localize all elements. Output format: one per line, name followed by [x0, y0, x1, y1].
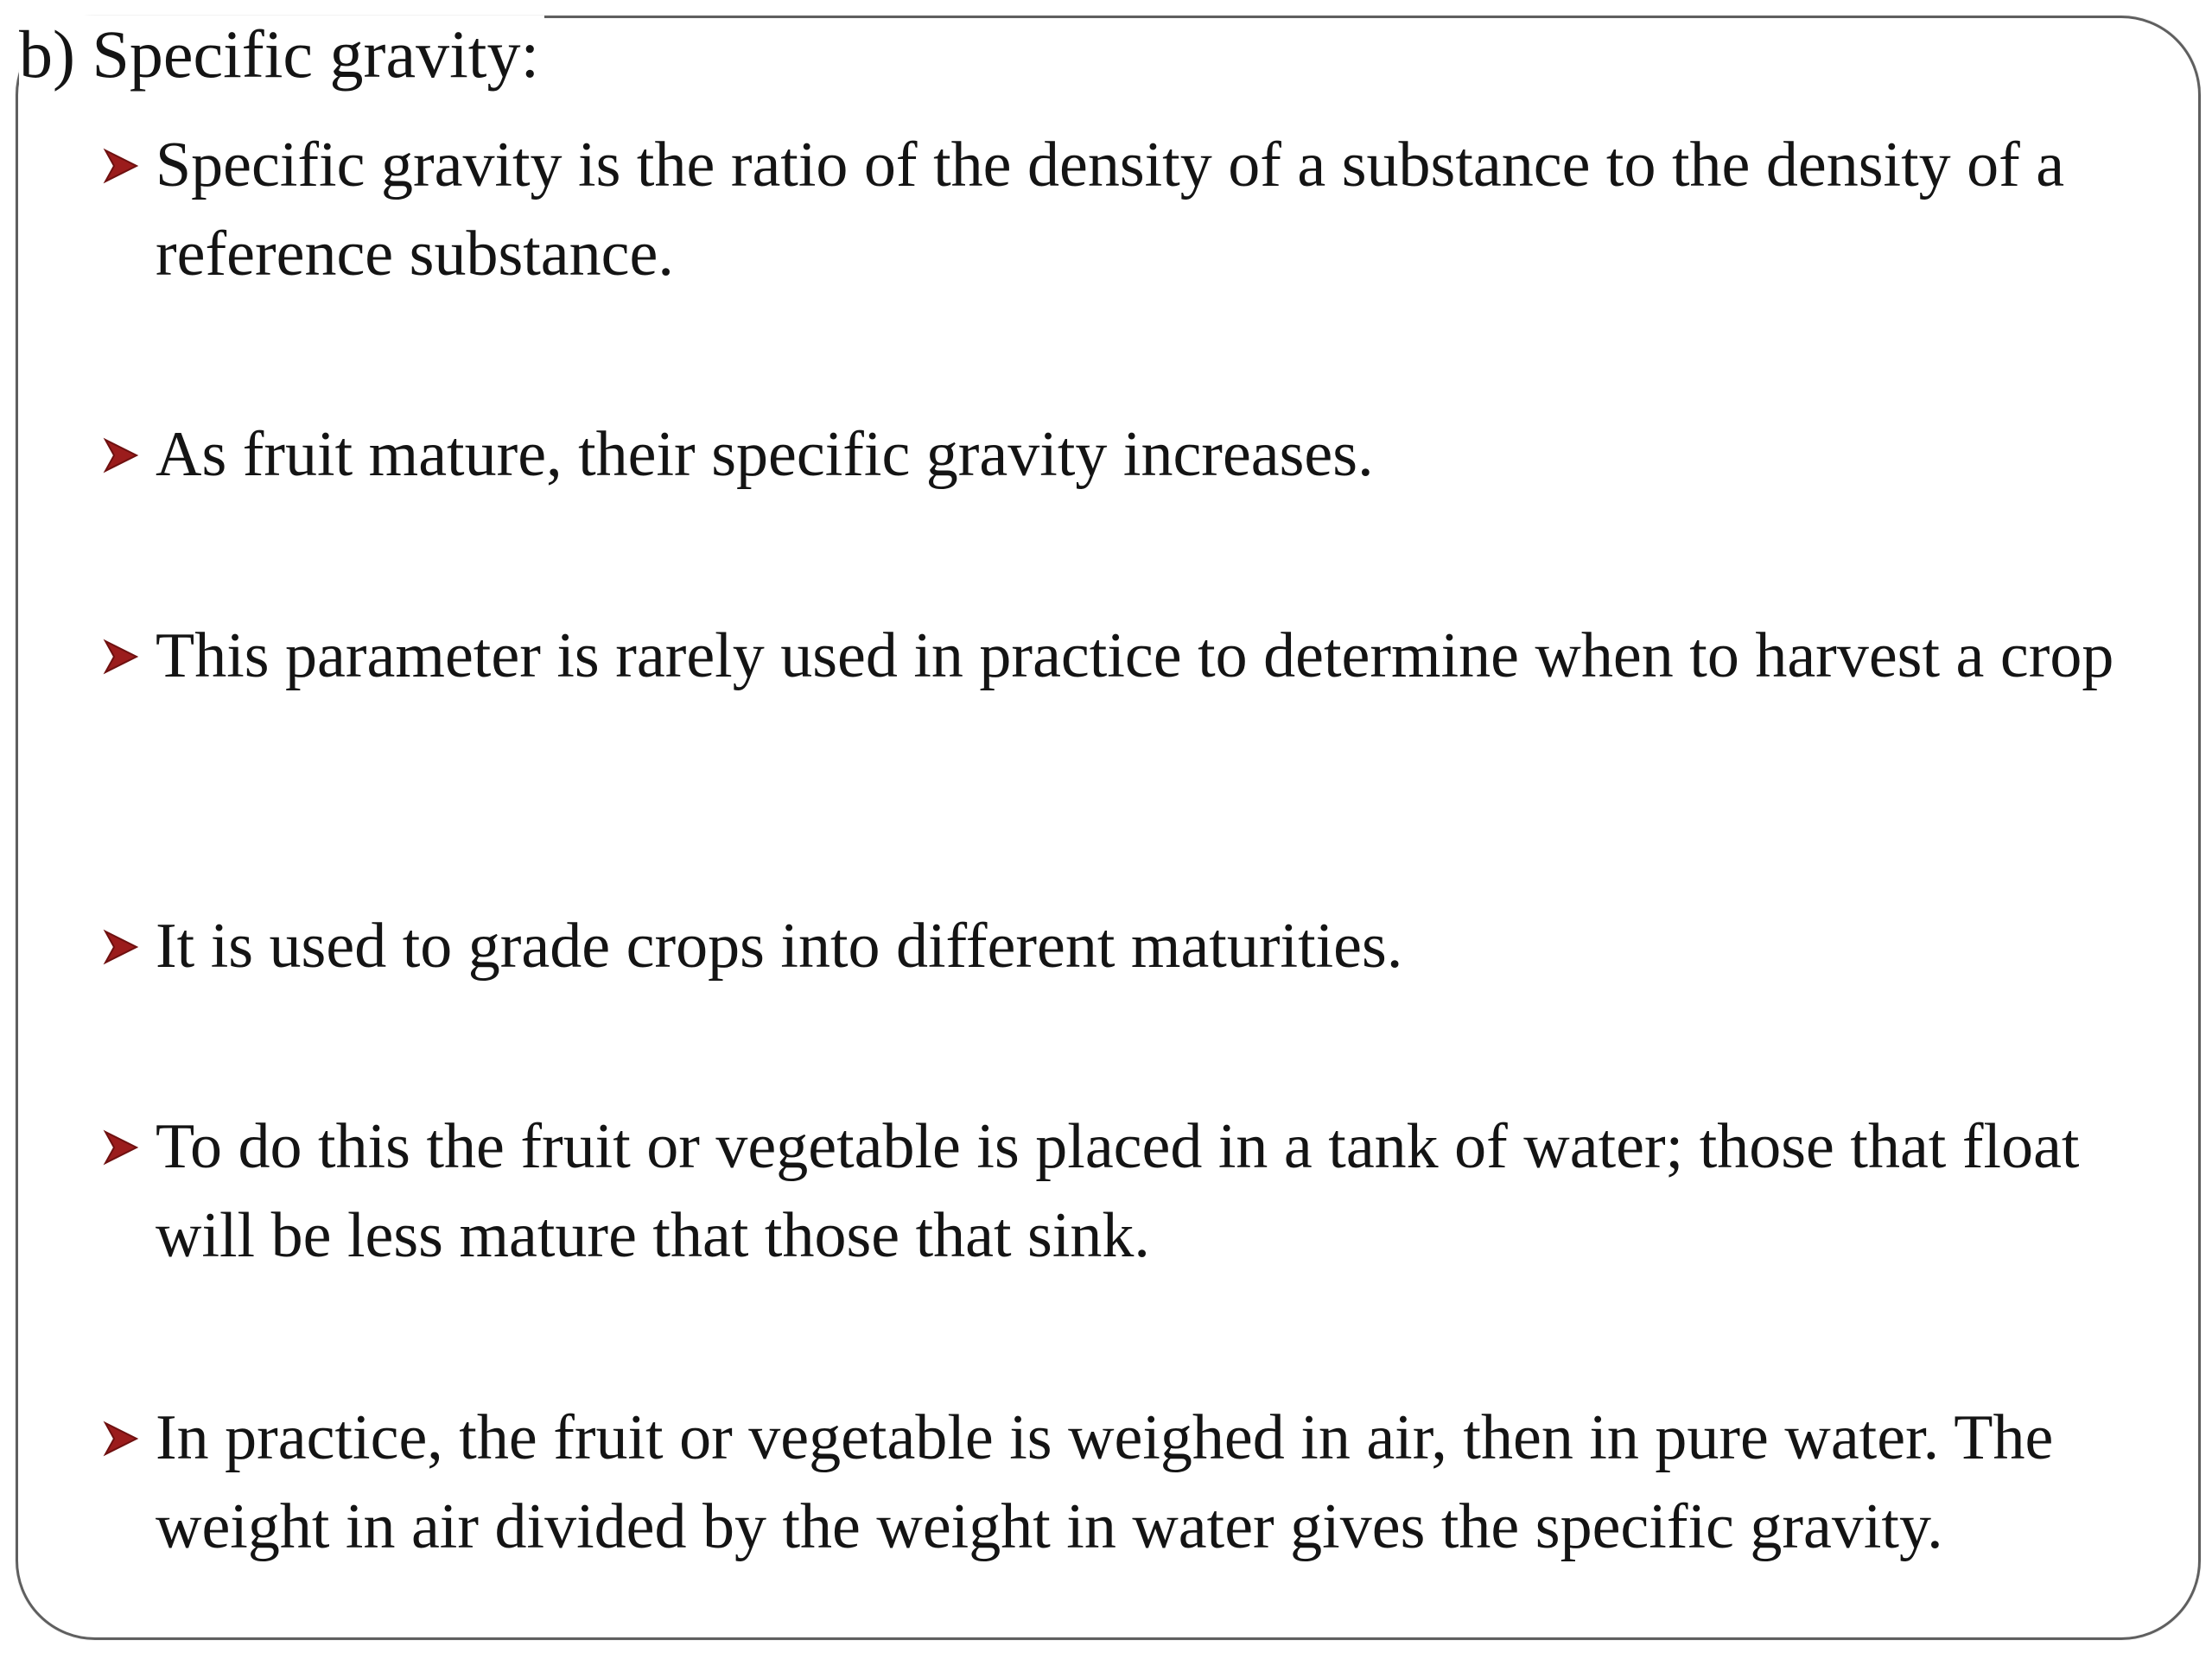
bullet-text: As fruit mature, their specific gravity increases.: [156, 419, 1374, 490]
arrow-bullet-icon: [102, 1103, 156, 1192]
arrow-bullet-icon: [102, 1394, 156, 1483]
bullet-text: Specific gravity is the ratio of the density of a substance to the density of a reference substance.: [156, 130, 2065, 289]
arrow-bullet-icon: [102, 121, 156, 210]
bullet-text: To do this the fruit or vegetable is placed in a tank of water; those that float will be less mature that those that sink.: [156, 1111, 2080, 1271]
bullet-item: [102, 902, 2158, 991]
bullet-text: This parameter is rarely used in practice to determine when to harvest a crop: [156, 620, 2114, 691]
bullet-item: [102, 1103, 2158, 1281]
slide-heading: b) Specific gravity:: [19, 16, 544, 93]
arrow-bullet-icon: [102, 902, 156, 991]
arrow-bullet-icon: [102, 612, 156, 701]
bullet-item: [102, 410, 2158, 499]
bullet-text: In practice, the fruit or vegetable is weighed in air, then in pure water. The weight in air divided by the weight in water gives the specific gravity.: [156, 1402, 2054, 1562]
bullet-item: [102, 1394, 2158, 1572]
bullet-text: It is used to grade crops into different maturities.: [156, 911, 1403, 982]
arrow-bullet-icon: [102, 410, 156, 499]
bullet-item: [102, 121, 2158, 299]
bullet-item: [102, 612, 2158, 701]
